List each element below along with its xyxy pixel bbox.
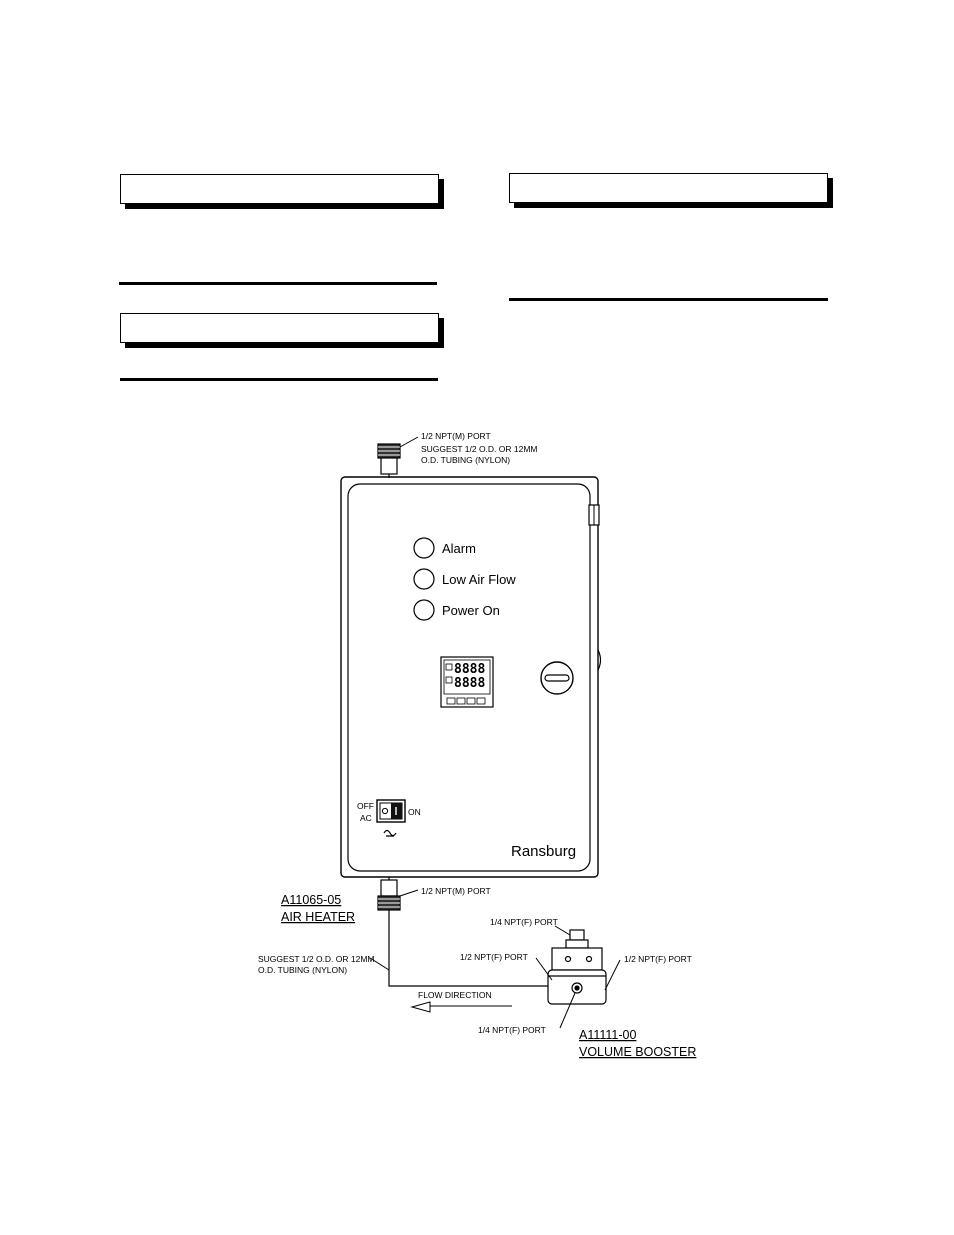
heater-part-number: A11065-05 [281,893,342,907]
controller-key-2[interactable] [457,698,465,704]
flow-direction-arrow-icon [412,1002,512,1012]
bottom-tubing-callout-1: SUGGEST 1/2 O.D. OR 12MM [258,954,375,964]
display-line-2: 8888 [454,676,486,691]
volume-booster [548,930,606,1004]
temperature-controller [441,657,493,707]
heater-name: AIR HEATER [281,910,356,924]
booster-top-port-callout: 1/4 NPT(F) PORT [490,917,558,927]
top-tubing-callout-2: O.D. TUBING (NYLON) [421,455,511,465]
alarm-label: Alarm [442,541,476,556]
display-line-1: 8888 [454,662,486,677]
bottom-port-callout: 1/2 NPT(M) PORT [421,886,491,896]
booster-bottom-port-callout: 1/4 NPT(F) PORT [478,1025,546,1035]
bottom-fitting [378,877,400,910]
flow-direction-label: FLOW DIRECTION [418,990,492,1000]
power-switch[interactable] [357,800,421,836]
door-latch[interactable] [541,662,573,694]
alarm-light-icon [414,538,434,558]
indicator-power-on [414,600,500,620]
switch-on-label: ON [408,807,421,817]
controller-key-3[interactable] [467,698,475,704]
power-on-light-icon [414,600,434,620]
low-air-flow-label: Low Air Flow [442,572,516,587]
indicator-alarm [414,538,476,558]
power-on-label: Power On [442,603,500,618]
low-air-flow-light-icon [414,569,434,589]
switch-off-label: OFF [357,801,374,811]
top-tubing-callout-1: SUGGEST 1/2 O.D. OR 12MM [421,444,538,454]
indicator-low-air-flow [414,569,516,589]
booster-left-port-callout: 1/2 NPT(F) PORT [460,952,528,962]
brand-logo: Ransburg [511,843,577,860]
ac-symbol-icon [384,831,396,837]
controller-key-1[interactable] [447,698,455,704]
booster-part-number: A11111-00 [579,1028,637,1042]
top-fitting [378,444,400,478]
switch-ac-label: AC [360,813,372,823]
booster-name: VOLUME BOOSTER [579,1045,697,1059]
bottom-tubing-callout-2: O.D. TUBING (NYLON) [258,965,348,975]
booster-right-port-callout: 1/2 NPT(F) PORT [624,954,692,964]
controller-key-4[interactable] [477,698,485,704]
top-port-callout: 1/2 NPT(M) PORT [421,431,491,441]
